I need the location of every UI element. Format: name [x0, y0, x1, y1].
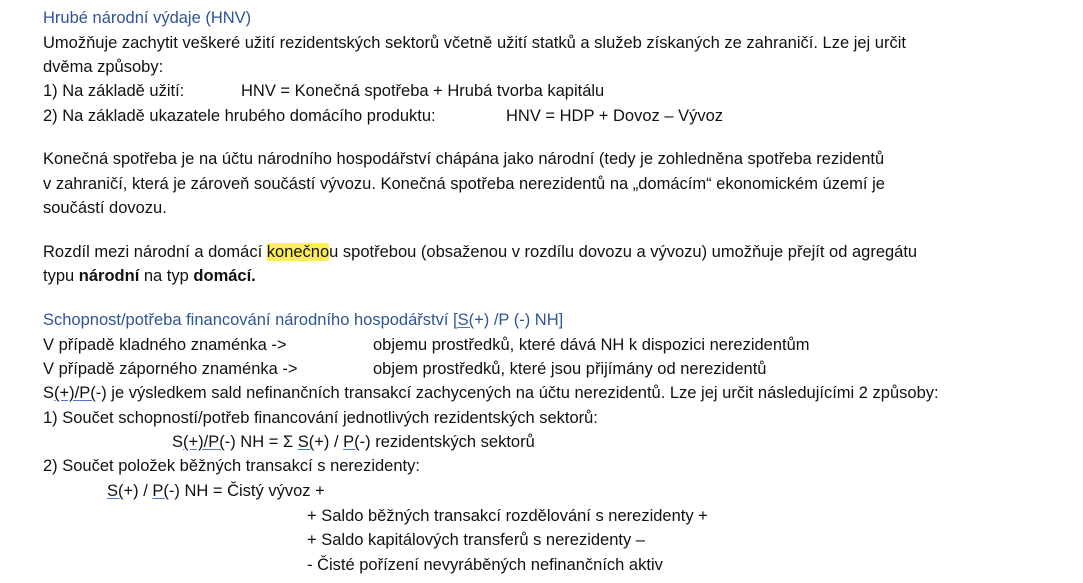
- negative-sign-text: objem prostředků, které jsou přijímány od nerezidentů: [373, 360, 767, 378]
- summary-text: -) je výsledkem sald nefinančních transakcí zachycených na účtu nerezidentů. Lze jej určit následujícími 2 způsoby:: [95, 384, 939, 402]
- difference-text-b: u spotřebou (obsaženou v rozdílu dovozu a vývozu) umožňuje přejít od agregátu: [329, 243, 918, 261]
- hnv-method-1-label: 1) Na základě užití:: [43, 82, 185, 100]
- consumption-line-1: Konečná spotřeba je na účtu národního hospodářství chápána jako národní (tedy je zohledněna spotřeba rezidentů: [43, 150, 885, 168]
- m1-post: -) rezidentských sektorů: [359, 433, 535, 451]
- m2-mid: +) /: [123, 482, 153, 500]
- financing-method-1-formula: [172, 431, 535, 454]
- financing-method-2-title: 2) Součet položek běžných transakcí s nerezidenty:: [43, 457, 420, 475]
- hnv-method-2-formula: HNV = HDP + Dovoz – Vývoz: [506, 107, 724, 125]
- consumption-line-2: v zahraničí, která je zároveň součástí vývozu. Konečná spotřeba nerezidentů na „domácím“ ekonomickém území je: [43, 175, 885, 193]
- financing-heading-s: S(: [457, 311, 475, 329]
- bold-narodni: národní: [78, 267, 140, 285]
- m2-u1: S(: [107, 482, 124, 500]
- summary-s: S: [43, 384, 55, 402]
- difference-line-2: [43, 265, 256, 288]
- summary-u2: P(: [79, 384, 96, 402]
- highlighted-word: konečno: [266, 243, 330, 261]
- hnv-method-1-formula: HNV = Konečná spotřeba + Hrubá tvorba kapitálu: [241, 82, 605, 100]
- financing-summary: [43, 382, 939, 405]
- financing-heading-text: Schopnost/potřeba financování národního hospodářství [: [43, 311, 458, 329]
- m1-u1: (+)/: [183, 433, 209, 451]
- financing-heading-rest: +) /P (-) NH]: [474, 311, 564, 329]
- negative-sign-label: V případě záporného znaménka ->: [43, 360, 298, 378]
- difference-text-d: na typ: [139, 267, 194, 285]
- bold-domaci: domácí.: [193, 267, 256, 285]
- financing-method-2-formula: [107, 480, 325, 503]
- difference-text-c: typu: [43, 267, 79, 285]
- m2-u2: P(: [152, 482, 169, 500]
- hnv-heading: Hrubé národní výdaje (HNV): [43, 9, 252, 27]
- hnv-method-2-label: 2) Na základě ukazatele hrubého domácího produktu:: [43, 107, 436, 125]
- formula-item-3: - Čisté pořízení nevyráběných nefinančních aktiv: [307, 556, 663, 574]
- consumption-line-3: součástí dovozu.: [43, 199, 167, 217]
- m1-u3: S(: [297, 433, 315, 451]
- m1-u2: P(: [208, 433, 225, 451]
- hnv-intro-line-2: dvěma způsoby:: [43, 58, 164, 76]
- financing-method-1-title: 1) Součet schopností/potřeb financování jednotlivých rezidentských sektorů:: [43, 409, 598, 427]
- positive-sign-text: objemu prostředků, které dává NH k dispozici nerezidentům: [373, 336, 810, 354]
- summary-u1: (+)/: [54, 384, 80, 402]
- financing-heading: [43, 309, 563, 332]
- m1-u4: P(: [343, 433, 360, 451]
- m2-post: -) NH = Čistý vývoz +: [168, 482, 325, 500]
- positive-sign-label: V případě kladného znaménka ->: [43, 336, 287, 354]
- formula-item-1: + Saldo běžných transakcí rozdělování s nerezidenty +: [307, 507, 708, 525]
- formula-item-2: + Saldo kapitálových transferů s nerezidenty –: [307, 531, 645, 549]
- m1-s: S: [172, 433, 184, 451]
- hnv-intro-line-1: Umožňuje zachytit veškeré užití rezidentských sektorů včetně užití statků a služeb získaných ze zahraničí. Lze jej určit: [43, 34, 906, 52]
- difference-text-a: Rozdíl mezi národní a domácí: [43, 243, 267, 261]
- m1-mid2: +) /: [314, 433, 344, 451]
- difference-line-1: [43, 241, 917, 264]
- m1-mid: -) NH = Σ: [224, 433, 298, 451]
